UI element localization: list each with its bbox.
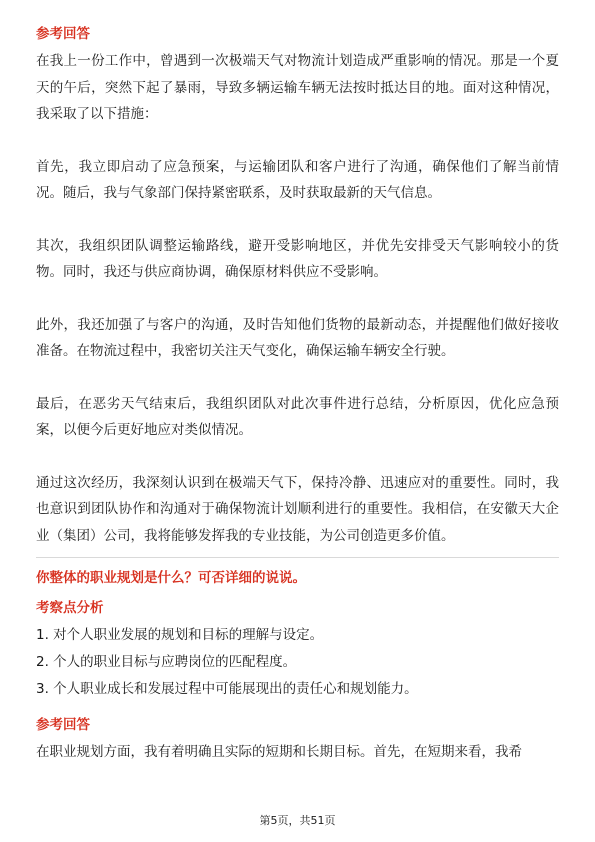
- answer-paragraph-5: 最后，在恶劣天气结束后，我组织团队对此次事件进行总结，分析原因，优化应急预案，以便今后更好地应对类似情况。: [36, 395, 559, 438]
- analysis-item-3: 3. 个人职业成长和发展过程中可能展现出的责任心和规划能力。: [36, 681, 418, 697]
- answer-2-text: 在职业规划方面，我有着明确且实际的短期和长期目标。首先，在短期来看，我希: [36, 744, 522, 760]
- page-number-footer: 第5页，共51页: [259, 814, 336, 827]
- analysis-item-1: 1. 对个人职业发展的规划和目标的理解与设定。: [36, 627, 324, 643]
- answer-paragraph-1: 在我上一份工作中，曾遇到一次极端天气对物流计划造成严重影响的情况。那是一个夏天的午后，突然下起了暴雨，导致多辆运输车辆无法按时抵达目的地。面对这种情况，我采取了以下措施：: [36, 53, 559, 122]
- section-divider: [36, 557, 559, 558]
- question-title: 你整体的职业规划是什么？可否详细的说说。: [36, 570, 306, 586]
- answer-paragraph-4: 此外，我还加强了与客户的沟通，及时告知他们货物的最新动态，并提醒他们做好接收准备。在物流过程中，我密切关注天气变化，确保运输车辆安全行驶。: [36, 316, 559, 359]
- answer-paragraph-6: 通过这次经历，我深刻认识到在极端天气下，保持冷静、迅速应对的重要性。同时，我也意识到团队协作和沟通对于确保物流计划顺利进行的重要性。我相信，在安徽天大企业（集团）公司，我将能够发挥我的专业技能，为公司创造更多价值。: [36, 474, 559, 544]
- answer-heading-2: 参考回答: [36, 717, 90, 733]
- answer-paragraph-3: 其次，我组织团队调整运输路线，避开受影响地区，并优先安排受天气影响较小的货物。同时，我还与供应商协调，确保原材料供应不受影响。: [36, 237, 559, 280]
- page-content: [36, 24, 559, 766]
- analysis-heading: 考察点分析: [36, 600, 104, 616]
- answer-paragraph-2: 首先，我立即启动了应急预案，与运输团队和客户进行了沟通，确保他们了解当前情况。随后，我与气象部门保持紧密联系，及时获取最新的天气信息。: [36, 158, 559, 201]
- answer-heading: 参考回答: [36, 26, 90, 42]
- analysis-item-2: 2. 个人的职业目标与应聘岗位的匹配程度。: [36, 654, 297, 670]
